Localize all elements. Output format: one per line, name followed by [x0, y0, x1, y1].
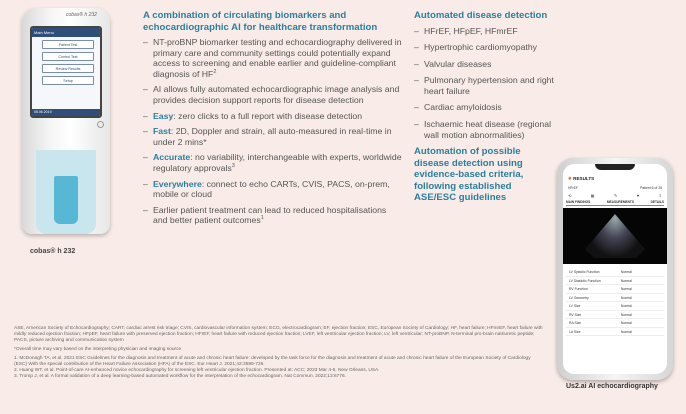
phone-notch: [595, 164, 635, 170]
device-screen-title: Main Menu: [32, 28, 100, 37]
main-heading: A combination of circulating biomarkers and echocardiographic AI for healthcare transformation: [143, 10, 378, 33]
detection-item: – Hypertrophic cardiomyopathy: [414, 42, 554, 53]
tab-details: DETAILS: [650, 200, 664, 204]
benefit-item: – Accurate: no variability, interchangeable with experts, worldwide regulatory approvals$^3$: [143, 152, 403, 173]
benefit-item: – Everywhere: connect to echo CARTs, CVIS, PACS, on-prem, mobile or cloud: [143, 179, 403, 200]
result-row: RA Size Normal: [566, 319, 664, 328]
benefit-item: – Earlier patient treatment can lead to reduced hospitalisations and better patient outcomes$^1$: [143, 205, 403, 226]
benefit-key: Fast: [153, 126, 171, 137]
device-btn-setup: Setup: [42, 76, 94, 85]
result-row: LA Size Normal: [566, 328, 664, 337]
benefit-item: – Fast: 2D, Doppler and strain, all auto-measured in real-time in under 2 mins*: [143, 126, 403, 147]
phone-patient-label: Patient 6 of 25: [640, 186, 662, 190]
refresh-icon: ⟲: [568, 193, 572, 198]
result-row: LV Systolic Function Normal: [566, 268, 664, 277]
ultrasound-cone: [585, 214, 645, 258]
detection-item: – Ischaemic heat disease (regional wall motion abnormalities): [414, 119, 554, 140]
result-row: RV Size Normal: [566, 311, 664, 320]
share-icon: ⇪: [658, 193, 662, 198]
middle-column: [143, 10, 403, 231]
device-caption: cobas® h 232: [30, 248, 76, 255]
phone-header: ✺ RESULTS: [568, 176, 595, 181]
device-screen-footer: 05.06.2019: [32, 109, 100, 116]
detection-item: – Valvular diseases: [414, 59, 554, 70]
heart-icon: ♥: [636, 193, 640, 198]
result-row: RV Function Normal: [566, 285, 664, 294]
phone-condition-tag: HFrEF: [568, 186, 578, 190]
automation-subheading: Automation of possible disease detection using evidence-based criteria, following established ASE/ESC guidelines: [414, 146, 524, 204]
detection-item: – HFrEF, HFpEF, HFmrEF: [414, 26, 554, 37]
phone-tabs: [566, 200, 664, 206]
asterisk-note: *Overall time may vary based on the interpreting physician and imaging source: [14, 347, 182, 352]
device-screen: [30, 26, 102, 118]
benefit-key: Accurate: [153, 152, 191, 163]
echocardiogram-image: [563, 208, 667, 264]
roche-logo-icon: [97, 121, 104, 128]
benefit-item: – NT-proBNP biomarker testing and echocardiography delivered in primary care and community settings could potentially expand access to screening and enable earlier and guideline-compliant diagnosis of $HF^2$: [143, 37, 403, 79]
device-strip-insert: [54, 176, 78, 224]
reference-item: 3. Tromp J, et al. A formal validation of a deep learning-based automated workflow for the interpretation of the echocardiogram. Nat Commun. 2022;13:6776.: [14, 374, 346, 379]
device-btn-patient-test: Patient Test: [42, 40, 94, 49]
reference-item: 1. McDonagh TA, et al. 2021 ESC Guidelines for the diagnosis and treatment of acute and chronic heart failure: developed by the task force for the diagnosis and treatment of acute and chronic heart failure of the European Society of Cardiology (ESC) With the special contribution of the Heart Failure Association (HFA) of the ESC. Eur Heart J. 2021;42:3599-726.: [14, 356, 531, 367]
device-btn-review-results: Review Results: [42, 64, 94, 73]
device-btn-control-test: Control Test: [42, 52, 94, 61]
abbreviations: ASE, American Society of Echocardiography; CART, cardiac arrest risk triage; CVIS, cardiovascular information system; ECG, electrocardiogram; EF, ejection fraction; ESC, European Society of Cardiology; HF, heart failure; HFmrEF, heart failure with mildly reduced ejection fraction; HFpEF, heart failure with preserved ejection fraction; HFrEF, heart failure with reduced ejection fraction; LVEF, left ventricular ejection fraction; LV, left ventricular; NT-proBNP, N-terminal pro-brain natriuretic peptide; PACS, picture archiving and communication system: [14, 326, 543, 343]
edit-icon: ✎: [614, 193, 618, 198]
tab-measurements: MEASUREMENTS: [606, 200, 634, 204]
phone-caption: Us2.ai AI echocardiography: [566, 383, 658, 390]
device-brand: cobas® h 232: [66, 12, 97, 18]
detection-item: – Pulmonary hypertension and right heart failure: [414, 75, 554, 96]
detection-list: [414, 26, 554, 141]
detection-item: – Cardiac amyloidosis: [414, 102, 554, 113]
references: [14, 356, 544, 380]
phone-patient-row: [568, 186, 662, 190]
result-row: LV Geometry Normal: [566, 294, 664, 303]
benefit-key: Everywhere: [153, 178, 202, 189]
device-strip-slot: [36, 150, 96, 234]
phone-results-table: [566, 268, 664, 336]
benefit-key: Easy: [153, 110, 174, 121]
grid-icon: ▦: [590, 193, 595, 198]
benefit-item: – Easy: zero clicks to a full report with disease detection: [143, 111, 403, 122]
result-row: LV Size Normal: [566, 302, 664, 311]
cobas-device-image: [22, 8, 110, 255]
reference-item: 2. Huang WT, et al. Point-of-care AI-enhanced novice echocardiography for screening left ventricular ejection fraction. Presented at: ACC; 2023 Mar 4-6, New Orleans, USA.: [14, 368, 380, 373]
footnotes: [14, 326, 544, 380]
result-row: LV Diastolic Function Normal: [566, 277, 664, 286]
benefit-item: – AI allows fully automated echocardiographic image analysis and provides decision support reports for disease detection: [143, 84, 403, 105]
right-column: [414, 10, 554, 204]
tab-main-findings: MAIN FINDINGS: [566, 200, 591, 204]
detection-heading: Automated disease detection: [414, 10, 548, 21]
benefits-list: [143, 37, 403, 226]
us2ai-logo-icon: ✺: [568, 176, 574, 181]
phone-screen: [563, 164, 667, 374]
phone-image: [557, 158, 673, 380]
phone-toolbar: [568, 193, 662, 198]
